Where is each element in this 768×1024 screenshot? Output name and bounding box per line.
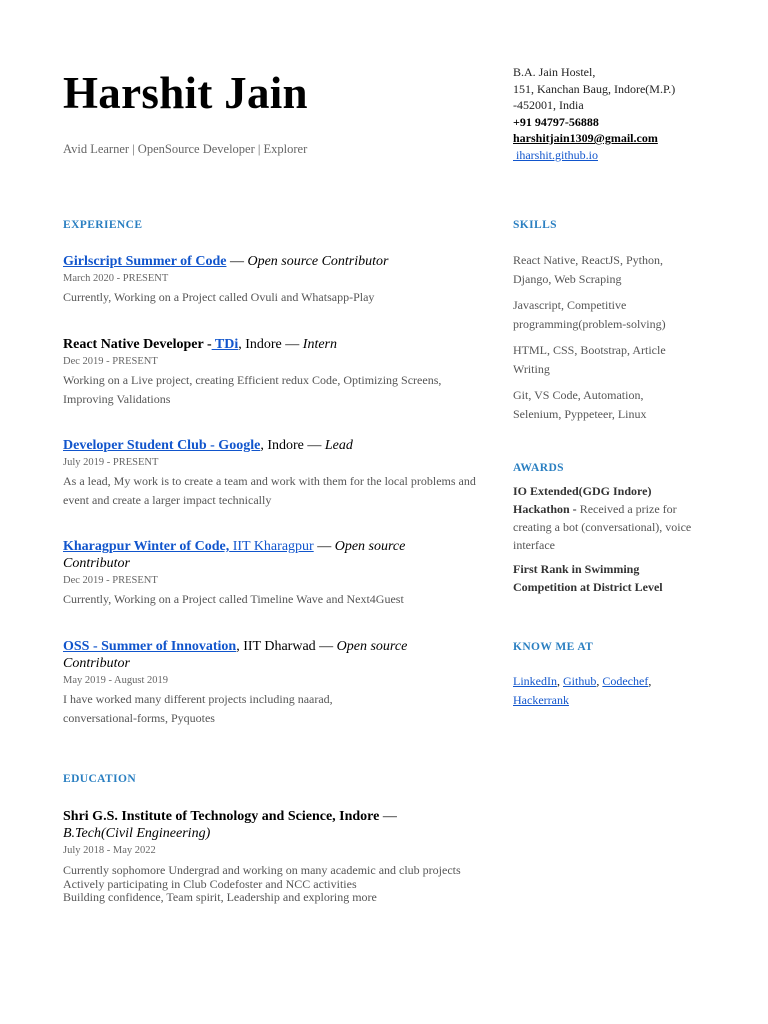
github-link[interactable]: Github	[563, 674, 597, 688]
email-link[interactable]: harshitjain1309@gmail.com	[513, 131, 658, 145]
description: Working on a Live project, creating Efficient redux Code, Optimizing Screens, Improving Validations	[63, 373, 442, 406]
address-line-1: B.A. Jain Hostel,	[513, 65, 596, 79]
experience-item-kwoc	[63, 538, 443, 609]
skills-heading: SKILLS	[513, 219, 557, 231]
date-range: May 2019 - August 2019	[63, 675, 168, 686]
description: As a lead, My work is to create a team and work with them for the local problems and event and create a larger impact technically	[63, 474, 476, 507]
tdi-link[interactable]: TDi	[211, 337, 239, 352]
experience-item-gssoc	[63, 253, 483, 307]
separator: —	[313, 539, 335, 554]
website-link[interactable]: iharshit.github.io	[513, 147, 598, 162]
date-range: July 2019 - PRESENT	[63, 457, 159, 468]
award-item: IO Extended(GDG Indore) Hackathon - Received a prize for creating a bot (conversational), voice interface	[513, 484, 692, 552]
contact-block	[513, 64, 675, 163]
skills-list	[513, 251, 693, 431]
skill-item: Git, VS Code, Automation, Selenium, Pyppeteer, Linux	[513, 388, 647, 421]
skill-item: Javascript, Competitive programming(problem-solving)	[513, 298, 666, 331]
awards-list	[513, 482, 693, 602]
education-line: Actively participating in Club Codefoster and NCC activities	[63, 876, 357, 891]
role: Lead	[324, 438, 353, 453]
award-item: First Rank in Swimming Competition at District Level	[513, 562, 663, 594]
separator: —	[226, 254, 248, 269]
education-line: Currently sophomore Undergrad and working on many academic and club projects	[63, 863, 461, 877]
oss-link[interactable]: OSS - Summer of Innovation	[63, 639, 237, 654]
date-range: Dec 2019 - PRESENT	[63, 575, 158, 586]
experience-heading: EXPERIENCE	[63, 219, 143, 231]
dsc-link[interactable]: Developer Student Club - Google	[63, 438, 261, 453]
know-me-heading: KNOW ME AT	[513, 641, 594, 653]
education-heading: EDUCATION	[63, 773, 137, 785]
linkedin-link[interactable]: LinkedIn	[513, 674, 557, 688]
experience-item-oss	[63, 638, 453, 728]
skill-item: HTML, CSS, Bootstrap, Article Writing	[513, 343, 666, 376]
experience-item-dsc	[63, 437, 483, 510]
education-item	[63, 808, 463, 905]
degree: B.Tech(Civil Engineering)	[63, 826, 211, 841]
awards-heading: AWARDS	[513, 462, 564, 474]
date-range: March 2020 - PRESENT	[63, 273, 169, 284]
location: , Indore —	[238, 337, 303, 352]
separator: —	[379, 809, 397, 824]
description: Currently, Working on a Project called Timeline Wave and Next4Guest	[63, 592, 404, 606]
location: , Indore —	[260, 438, 325, 453]
location: , IIT Dharwad —	[236, 639, 337, 654]
address-line-3: -452001, India	[513, 98, 584, 112]
phone-number: +91 94797-56888	[513, 114, 599, 129]
school-name: Shri G.S. Institute of Technology and Science, Indore	[63, 809, 380, 824]
role: Open source Contributor	[63, 539, 406, 571]
hackerrank-link[interactable]: Hackerrank	[513, 692, 569, 707]
role: Intern	[302, 337, 337, 352]
profile-links: LinkedIn, Github, Codechef, Hackerrank	[513, 674, 655, 707]
experience-item-tdi	[63, 336, 483, 409]
tagline: Avid Learner | OpenSource Developer | Explorer	[63, 142, 308, 156]
kwoc-link[interactable]: Kharagpur Winter of Code, IIT Kharagpur	[63, 539, 314, 554]
education-line: Building confidence, Team spirit, Leadership and exploring more	[63, 890, 377, 904]
date-range: Dec 2019 - PRESENT	[63, 356, 158, 367]
job-title: React Native Developer -	[63, 337, 212, 352]
address-line-2: 151, Kanchan Baug, Indore(M.P.)	[513, 81, 676, 96]
role: Open source Contributor	[63, 639, 408, 671]
description: I have worked many different projects including naarad, conversational-forms, Pyquotes	[63, 692, 333, 725]
role: Open source Contributor	[247, 254, 389, 269]
codechef-link[interactable]: Codechef	[602, 674, 649, 688]
description: Currently, Working on a Project called Ovuli and Whatsapp-Play	[63, 290, 375, 304]
resume-name: Harshit Jain	[63, 68, 308, 118]
date-range: July 2018 - May 2022	[63, 845, 156, 856]
skill-item: React Native, ReactJS, Python, Django, Web Scraping	[513, 253, 663, 286]
gssoc-link[interactable]: Girlscript Summer of Code	[63, 254, 227, 269]
